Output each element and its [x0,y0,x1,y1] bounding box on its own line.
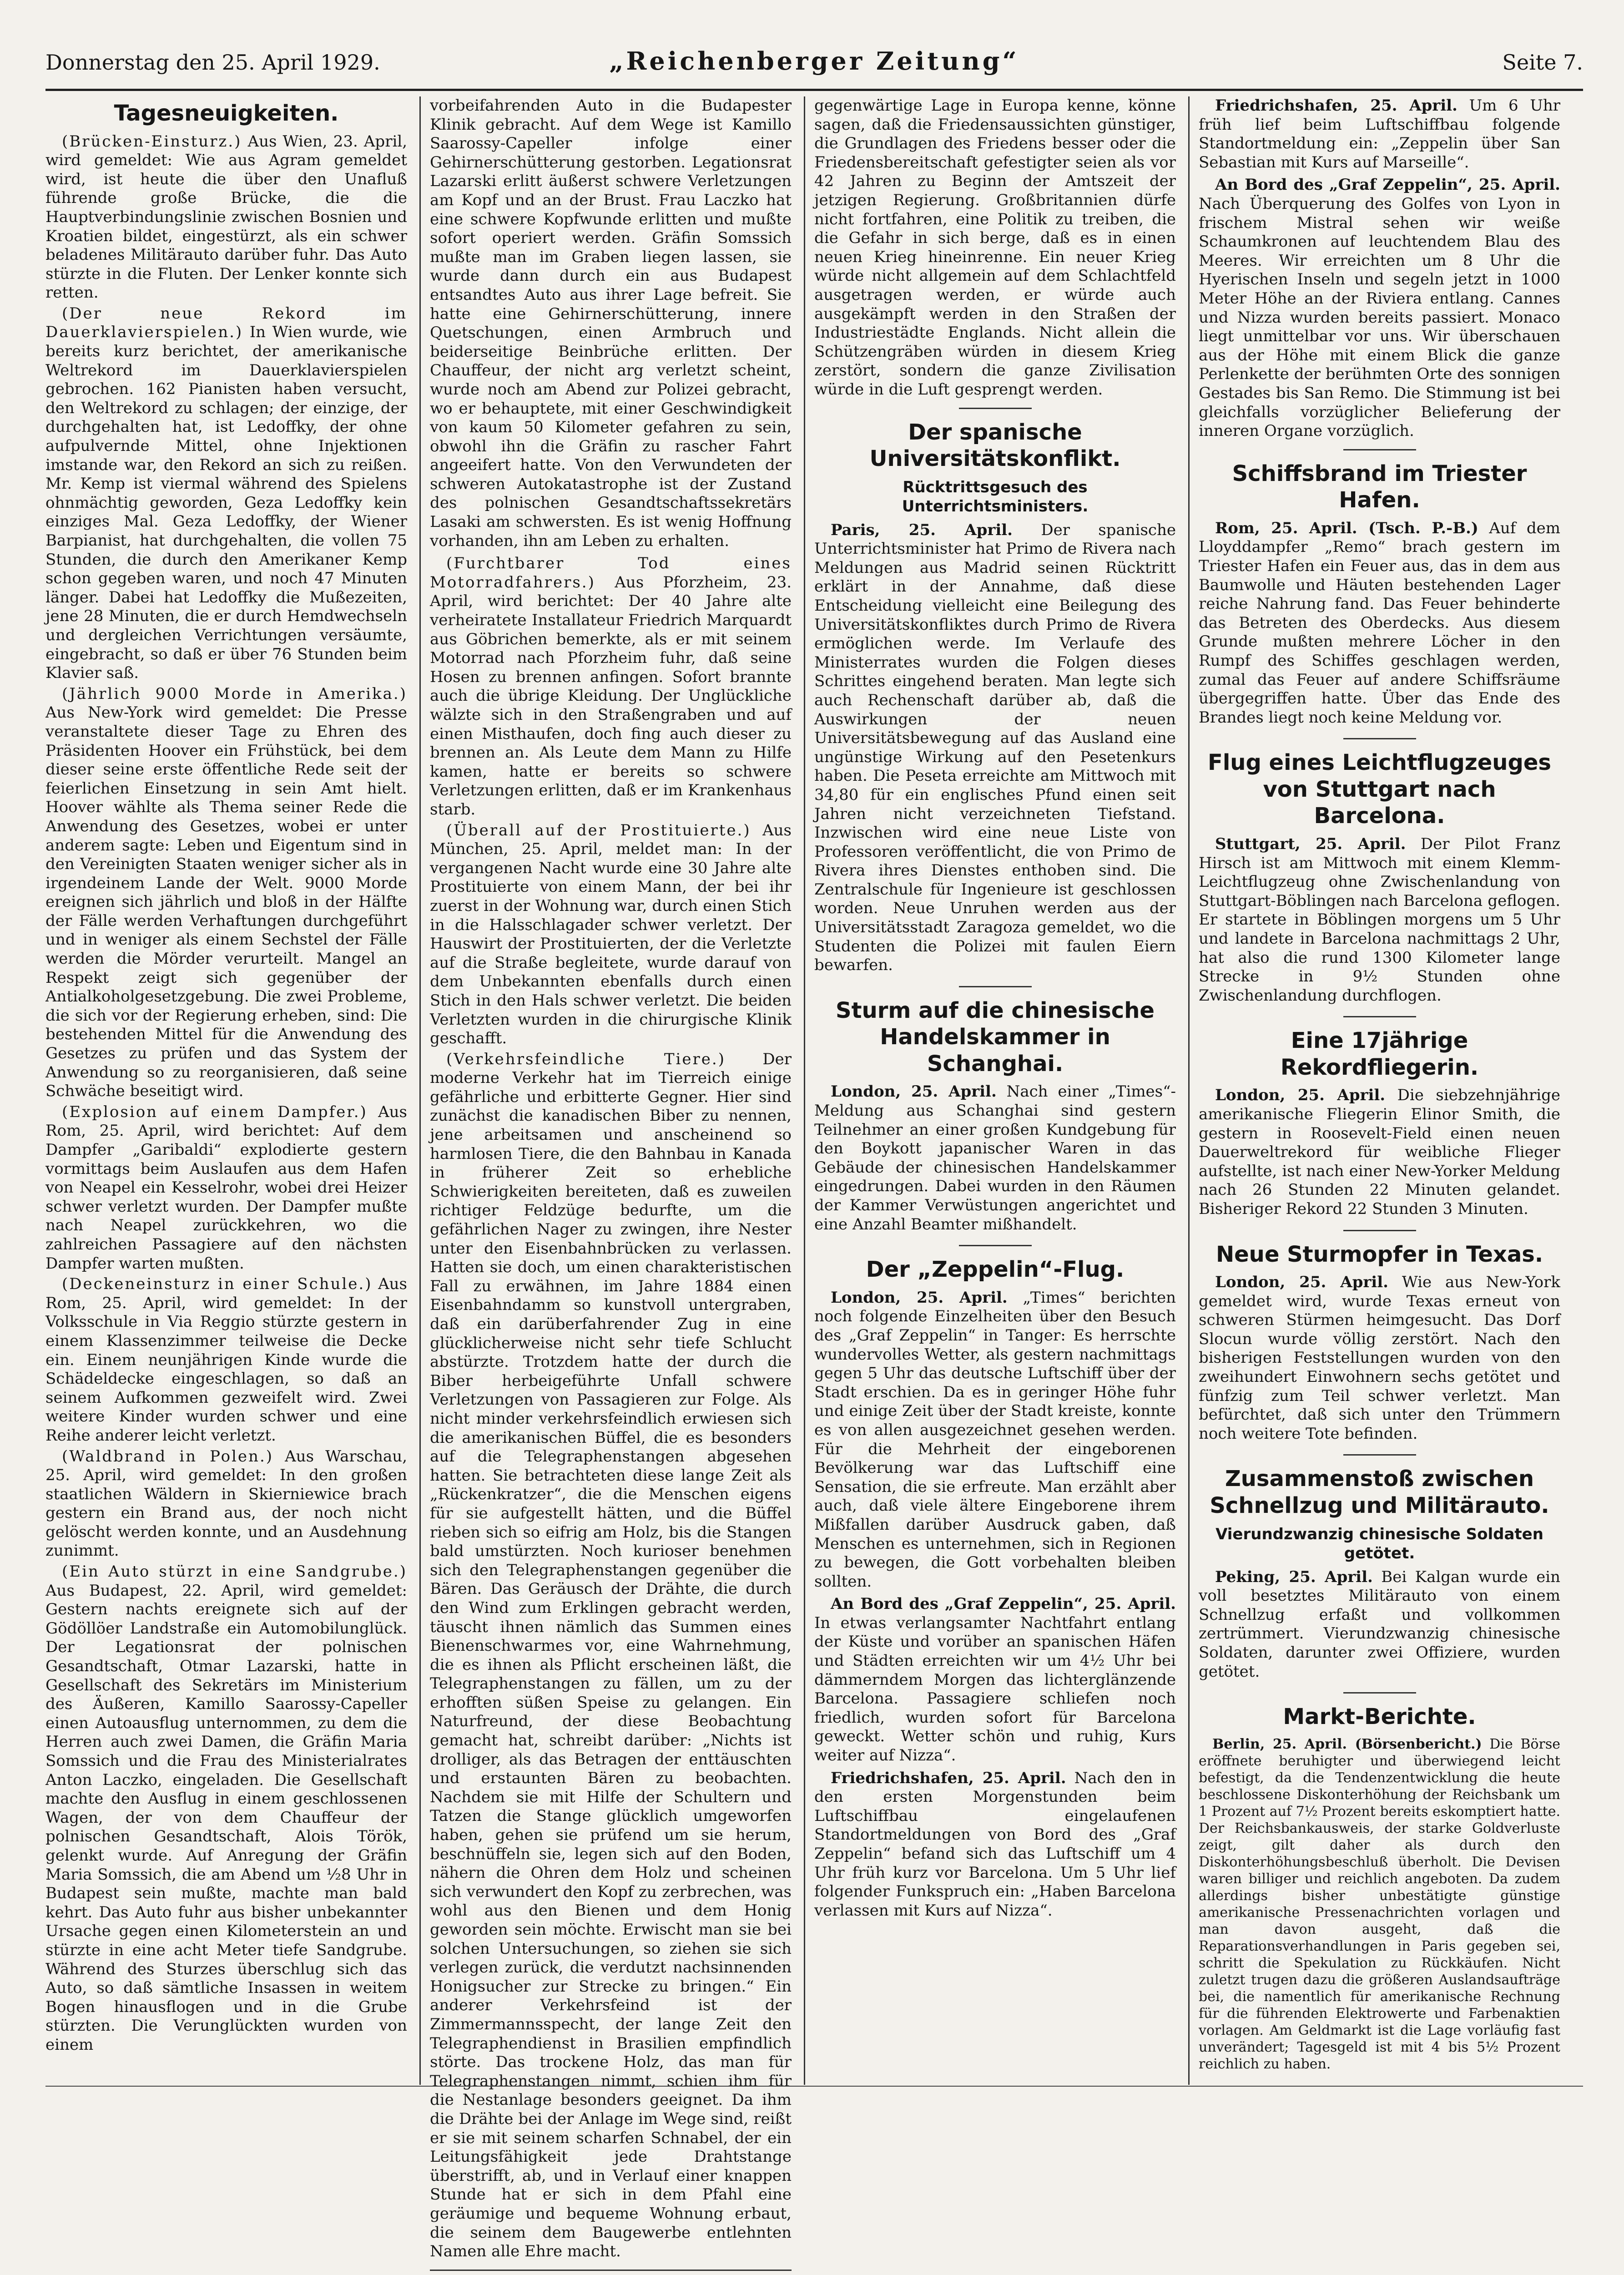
story-divider [959,986,1032,987]
item-text: Aus Budapest, 22. April, wird gemeldet: Gestern nachts ereignete sich auf der Gödöllöer Landstraße ein Automobilunglück. Der Legationsrat der polnischen Gesandtschaft, Otmar Lazarski, hatte in Gesellschaft des Sekretärs im Ministerium des Äußeren, Kamillo Saarossy-Capeller einen Autoausflug unternommen, zu dem die Herren auch zwei Damen, die Gräfin Maria Somssich und die Frau des Ministerialrates Anton Laczko, eingeladen. Die Gesellschaft machte den Ausflug in einem geschlossenen Wagen, der von dem Chauffeur der polnischen Gesandtschaft, Alois Török, gelenkt wurde. Auf Anregung der Gräfin Maria Somssich, die am Abend um ½8 Uhr in Budapest sein mußte, machte man bald kehrt. Das Auto fuhr aus bisher unbekannter Ursache gegen einen Kilometerstein an und stürzte in eine acht Meter tiefe Sandgrube. Während des Sturzes überschlug sich das Auto, so daß sämtliche Insassen in weitem Bogen hinausflogen und in die Grube stürzten. Die Verunglückten wurden von einem [45,1581,407,2054]
dateline: Peking, 25. April. [1215,1567,1373,1586]
page-number: Seite 7. [1502,50,1583,75]
column-2 [430,96,792,2261]
story-body: Bei Kalgan wurde ein voll besetztes Militärauto von einem Schnellzug erfaßt und vollkommen zertrümmert. Vierundzwanzig chinesische Soldaten, darunter zwei Offiziere, wurden getötet. [1199,1567,1560,1681]
item-heading: (Überall auf der Prostituierte.) [446,821,751,839]
story-text [814,1082,1176,1234]
story-text [1199,1273,1560,1443]
story-divider [1343,1016,1416,1017]
column-3 [814,96,1176,2085]
dateline: Paris, 25. April. [831,521,1013,539]
story-shanghai [814,997,1176,1234]
item-heading: (Brücken-Einsturz.) [62,132,242,151]
news-item [45,1103,407,1273]
market-reports [1199,1704,1560,2073]
story-body: Um 6 Uhr früh lief beim Luftschiffbau folgende Standortmeldung ein: „Zeppelin über San Sebastian mit Kurs auf Marseille“. [1199,96,1561,172]
story-title: Eine 17jährige Rekordfliegerin. [1280,1028,1479,1080]
story-ship-fire [1199,460,1560,728]
news-item [45,685,407,1101]
story-zeppelin [814,1256,1176,1920]
story-title: Sturm auf die chinesische Handelskammer in Schanghai. [836,997,1155,1077]
story-body: Auf dem Lloyddampfer „Remo“ brach gestern im Triester Hafen ein Feuer aus, das in dem aus Baumwolle und Häuten bestehenden Lager reiche Nahrung fand. Das Feuer behinderte das Betreten des Oberdecks. Aus diesem Grunde mußten mehrere Löcher in den Rumpf des Schiffes geschlagen werden, zumal das Feuer auf andere Schiffsräume übergegriffen hatte. Über das Ende des Brandes liegt noch keine Meldung vor. [1199,519,1560,727]
news-item [45,304,407,683]
column-divider [1188,96,1190,2085]
item-text: Aus München, 25. April, meldet man: In der vergangenen Nacht wurde eine 30 Jahre alte Prostituierte von einem Mann, der bei ihr zuerst in der Wohnung war, durch einen Stich in die Halsschlagader schwer verletzt. Der Hauswirt der Prostituierten, der die Verletzte auf die Straße begleitete, wurde darauf von dem Unbekannten ebenfalls durch einen Stich in den Hals schwer verletzt. Die beiden Verletzten wurden in die chirurgische Klinik geschafft. [430,821,792,1048]
item-heading: (Deckeneinsturz in einer Schule.) [62,1275,373,1294]
issue-date: Donnerstag den 25. April 1929. [45,50,380,75]
story-body: Nach einer „Times“-Meldung aus Schanghai sind gestern Teilnehmer an einer großen Kundgebung für den Boykott japanischer Waren in das Gebäude der chinesischen Handelskammer eingedrungen. Dabei wurden in den Räumen der Kammer Verwüstungen angerichtet und eine Anzahl Beamter mißhandelt. [814,1082,1176,1234]
story-body: Nach den in den ersten Morgenstunden beim Luftschiffbau eingelaufenen Standortmeldungen von Bord des „Graf Zeppelin“ befand sich das Luftschiff um 4 Uhr früh kurz vor Barcelona. Um 5 Uhr lief folgender Funkspruch ein: „Haben Barcelona verlassen mit Kurs auf Nizza“. [814,1769,1176,1920]
item-heading: (Explosion auf einem Dampfer.) [62,1102,368,1121]
column-1 [45,96,407,2085]
news-item [45,1447,407,1561]
item-text: Aus Pforzheim, 23. April, wird berichtet: Der 40 Jahre alte verheiratete Installateur Friedrich Marquardt aus Göbrichen bemerkte, als er mit seinem Motorrad nach Pforzheim fuhr, daß seine Hosen zu brennen anfingen. Sofort brannte auch die übrige Kleidung. Der Unglückliche wälzte sich in den Straßengraben und auf einen Misthaufen, doch fing auch dieser zu brennen an. Als Leute dem Mann zu Hilfe kamen, hatte er bereits so schwere Verletzungen erlitten, daß er im Krankenhaus starb. [430,573,792,819]
story-title: Flug eines Leichtflugzeuges von Stuttgart nach Barcelona. [1208,750,1551,829]
story-text [1199,1736,1560,2073]
item-heading: (Furchtbarer Tod eines Motorradfahrers.) [430,554,792,592]
story-text [1199,1086,1560,1218]
news-item [430,554,792,819]
news-item [45,1275,407,1445]
news-item [45,132,407,303]
story-body: Wie aus New-York gemeldet wird, wurde Texas erneut von schweren Stürmen heimgesucht. Das Dorf Slocun wurde völlig zerstört. Nach den bisherigen Feststellungen wurden von den zweihundert Einwohnern sechs getötet und fünfzig zum Teil schwer verletzt. Man befürchtet, daß sich unter den Trümmern noch weitere Tote befinden. [1199,1273,1561,1443]
column-4 [1199,96,1560,2085]
item-text: Aus Rom, 25. April, wird berichtet: Auf dem Dampfer „Garibaldi“ explodierte gestern vormittags beim Auslaufen aus dem Hafen von Neapel ein Kesselrohr, wobei drei Heizer schwer verletzt wurden. Der Dampfer mußte nach Neapel zurückkehren, wo die zahlreichen Passagiere auf den nächsten Dampfer warten mußten. [45,1102,407,1273]
story-title: Der spanische Universitätskonflikt. [869,419,1121,472]
section-title: Tagesneuigkeiten. [114,101,339,126]
item-text: Aus New-York wird gemeldet: Die Presse veranstaltete dieser Tage zu Ehren des Präsidenten Hoover ein Frühstück, bei dem dieser seine erste öffentliche Rede seit der feierlichen Einsetzung in sein Amt hielt. Hoover wählte als Thema seiner Rede die Anwendung des Gesetzes, wobei er unter anderem sagte: Leben und Eigentum sind in den Vereinigten Staaten weniger sicher als in irgendeinem Lande der Welt. 9000 Morde ereignen sich jährlich und bloß in der Hälfte der Fälle werden Verhaftungen durchgeführt und in weniger als einem Sechstel der Fälle werden die Mörder verurteilt. Mangel an Respekt zeigt sich gegenüber der Antialkoholgesetzgebung. Die zwei Probleme, die sich vor der Regierung erheben, sind: Die bestehenden Mittel für die Anwendung des Gesetzes zu prüfen und das System der Anwendung so zu reorganisieren, daß seine Schwäche beseitigt wird. [45,703,407,1101]
news-item [430,821,792,1048]
story-texas-storm [1199,1241,1560,1444]
continued-text: gegenwärtige Lage in Europa kenne, könne sagen, daß die Friedensaussichten günstiger, die Grundlagen des Friedens besser oder die Friedensbereitschaft gefestigter seien als vor 42 Jahren zu Beginn der Amtszeit der jetzigen Regierung. Großbritannien dürfe nicht fortfahren, eine Politik zu treiben, die die Gefahr in sich berge, daß es in einen neuen Krieg hineinrenne. Ein neuer Krieg würde nicht allgemein auf dem Schlachtfeld ausgetragen werden, er würde auch ausgekämpft werden in den Straßen der Industriestädte Englands. Nicht allein die Schützengräben würden in diesem Krieg zerstört, sondern die ganze Zivilisation würde in die Luft gesprengt werden. [814,96,1176,399]
story-text [1199,519,1560,728]
story-text [1199,835,1560,1005]
item-text: In Wien wurde, wie bereits kurz berichtet, der amerikanische Weltrekord im Dauerklavierspielen gebrochen. 162 Pianisten haben versucht, den Weltrekord zu schlagen; der einzige, der durchgehalten hat, ist Ledoffky, der ohne aufpulvernde Mittel, ohne Injektionen imstande war, den Rekord an sich zu reißen. Mr. Kemp ist viermal während des Spielens ohnmächtig geworden, Geza Ledoffky kein einziges Mal. Geza Ledoffky, der Wiener Barpianist, hat durchgehalten, die vollen 75 Stunden, die durch den Amerikaner Kemp schon gegeben waren, und noch 47 Minuten länger. Dabei hat Ledoffky die Mußezeiten, jene 28 Minuten, die er durch Hemdwechseln und dergleichen Verrichtungen versäumte, eingebracht, so daß er über 76 Stunden beim Klavier saß. [45,323,407,682]
item-text: Aus Rom, 25. April, wird gemeldet: In der Volksschule in Via Reggio stürzte gestern in einem Klassenzimmer teilweise die Decke ein. Einem neunjährigen Kinde wurde die Schädeldecke eingeschlagen, so daß an seinem Aufkommen gezweifelt wird. Zwei weitere Kinder wurden schwer und eine Reihe anderer leicht verletzt. [45,1275,407,1445]
story-divider [959,408,1032,409]
column-divider [804,96,805,2085]
story-light-aircraft [1199,749,1560,1005]
dateline: An Bord des „Graf Zeppelin“, 25. April. [831,1595,1176,1613]
story-text [1199,176,1560,440]
dateline: London, 25. April. [1215,1273,1388,1292]
story-divider [1343,449,1416,450]
header-rule [45,89,1583,91]
story-body: In etwas verlangsamter Nachtfahrt entlang der Küste und vorüber an spanischen Häfen und Städten erreichten wir um 4½ Uhr bei dämmerndem Morgen das lichterglänzende Barcelona. Passagiere schliefen noch friedlich, wurden sofort für Barcelona geweckt. Wetter schön und ruhig, Kurs weiter auf Nizza“. [814,1613,1176,1765]
item-text: Aus Warschau, 25. April, wird gemeldet: In den großen staatlichen Wäldern in Skierniewice brach gestern ein Brand aus, der noch nicht gelöscht werden konnte, und an Ausdehnung zunimmt. [45,1447,407,1560]
story-body: Nach Überquerung des Golfes von Lyon in frischem Mistral sehen wir weiße Schaumkronen auf leuchtendem Blau des Meeres. Wir erreichten um 8 Uhr die Hyerischen Inseln und segeln jetzt in 1000 Meter Höhe an der Riviera entlang. Cannes und Nizza wurden bereits passiert. Monaco liegt unmittelbar vor uns. Wir überschauen aus der Höhe mit einem Blick die ganze Perlenkette der berühmten Orte des sonnigen Gestades bis San Remo. Die Stimmung ist bei gleichfalls vorzüglicher Belieferung der inneren Organe vorzüglich. [1199,194,1560,440]
dateline: Rom, 25. April. (Tsch. P.-B.) [1215,519,1478,537]
item-heading: (Waldbrand in Polen.) [62,1447,274,1466]
story-text [1199,96,1560,172]
page-bottom-rule [45,2086,1583,2087]
item-text: Der moderne Verkehr hat im Tierreich einige gefährliche und erbitterte Gegner. Hier sind zunächst die kanadischen Biber zu nennen, jene arbeitsamen und anscheinend so harmlosen Tiere, die den Bahnbau in Kanada in früherer Zeit so erhebliche Schwierigkeiten bereiteten, daß es zuweilen richtiger Feldzüge bedurfte, um die gefährlichen Nager zu zwingen, ihre Nester unter den Eisenbahnbrücken zu verlassen. Hatten sie doch, um einen charakteristischen Fall zu erwähnen, im Jahre 1884 einen Eisenbahndamm so kunstvoll untergraben, daß ein darüberfahrender Zug in eine glücklicherweise nicht sehr tiefe Schlucht abstürzte. Trotzdem hatte der durch die Biber herbeigeführte Unfall schwere Verletzungen von Passagieren zur Folge. Als nicht minder verkehrsfeindlich erwiesen sich die amerikanischen Büffel, die es besonders auf die Telegraphenstangen abgesehen hatten. Sie betrachteten diese lange Zeit als „Rückenkratzer“, die die Menschen eigens für sie aufgestellt hätten, und die Büffel rieben sich so eifrig am Holz, bis die Stangen bald umstürzten. Noch kurioser benehmen sich den Telegraphenstangen gegenüber die Bären. Das Geräusch der Drähte, die durch den Wind zum Erklingen gebracht werden, täuscht ihnen nämlich das Summen eines Bienenschwarmes vor, eine Wahrnehmung, die es ihnen als Pflicht erscheinen läßt, die Telegraphenstangen zu fällen, um zu der erhofften süßen Speise zu gelangen. Ein Naturfreund, der diese Beobachtung gemacht hat, schreibt darüber: „Nichts ist drolliger, als das Betragen der enttäuschten und erstaunten Bären zu beobachten. Nachdem sie mit Hilfe der Schultern und Tatzen die Stange glücklich umgeworfen haben, gehen sie prüfend um sie herum, beschnüffeln sie, legen sich auf den Boden, nähern die Ohren dem Holz und scheinen sich verwundert den Kopf zu zerbrechen, was wohl aus den Bienen und dem Honig geworden sein möchte. Erwischt man sie bei solchen Untersuchungen, so ziehen sie sich verlegen zurück, die verdutzt nachsinnenden Honigsucher zur Strecke zu bringen.“ Ein anderer Verkehrsfeind ist der Zimmermannsspecht, der lange Zeit den Telegraphendienst in Brasilien empfindlich störte. Das trockene Holz, das man für Telegraphenstangen nimmt, schien ihm für die Nestanlage besonders geeignet. Da ihm die Drähte bei der Anlage im Wege sind, reißt er sie mit seinem scharfen Schnabel, der ein Leitungsfähigkeit jede Drahtstange überstrifft, ab, und in Verlauf einer knappen Stunde hat er sich in dem Pfahl eine geräumige und bequeme Wohnung erbaut, die seinem dem Baugewerbe entlehnten Namen alle Ehre macht. [430,1050,792,2261]
story-subtitle: Vierundzwanzig chinesische Soldaten getötet. [1215,1525,1543,1563]
dateline: An Bord des „Graf Zeppelin“, 25. April. [1215,176,1560,194]
story-text [814,521,1176,975]
column-divider [419,96,421,2085]
dateline: London, 25. April. [1215,1086,1386,1105]
story-text [1199,1568,1560,1682]
masthead-name: „Reichenberger Zeitung“ [609,46,1019,76]
story-title: Neue Sturmopfer in Texas. [1215,1241,1543,1267]
dateline: Friedrichshafen, 25. April. [1215,96,1458,115]
item-heading: (Jährlich 9000 Morde in Amerika.) [62,684,407,703]
story-divider [1343,738,1416,739]
dateline: Berlin, 25. April. (Börsenbericht.) [1212,1736,1482,1752]
story-record-flyer [1199,1027,1560,1218]
story-subtitle: Rücktrittsgesuch des Unterrichtsministers. [902,478,1089,516]
dateline: Friedrichshafen, 25. April. [831,1769,1066,1787]
story-body: Der spanische Unterrichtsminister hat Primo de Rivera nach Meldungen aus Madrid seinen Rücktritt erklärt in der Annahme, daß diese Entscheidung vielleicht eine Beilegung des Universitätskonfliktes durch Primo de Rivera ermöglichen werde. Im Verlaufe des Ministerrates wurden die Folgen dieses Schrittes eingehend beraten. Man legte sich auch Rechenschaft darüber ab, daß die Auswirkungen der neuen Universitätsbewegung auf das Ausland eine ungünstige Wirkung auf den Pesetenkurs haben. Die Peseta erreichte am Mittwoch mit 34,80 für ein englisches Pfund einen seit Jahren nicht verzeichneten Tiefstand. Inzwischen wird eine neue Liste von Professoren veröffentlicht, die von Primo de Rivera ihres Dienstes enthoben sind. Die Zentralschule für Ingenieure ist geschlossen worden. Neue Unruhen werden aus der Universitätsstadt Zaragoza gemeldet, wo die Studenten die Polizei mit faulen Eiern bewarfen. [814,521,1176,975]
story-divider [1343,1692,1416,1694]
section-rule [430,2270,792,2271]
news-item [45,1562,407,2054]
news-item [430,1050,792,2261]
story-title: Der „Zeppelin“-Flug. [866,1257,1125,1283]
dateline: London, 25. April. [831,1288,1008,1307]
story-body: „Times“ berichten noch folgende Einzelheiten über den Besuch des „Graf Zeppelin“ in Tanger: Es herrschte wundervolles Wetter, als gestern nachmittags gegen 5 Uhr das deutsche Luftschiff über der Stadt erschien. Da es in geringer Höhe fuhr und einige Zeit über der Stadt kreiste, konnte es von allen ausgezeichnet gesehen werden. Für die Mehrheit der eingeborenen Bevölkerung war das Luftschiff eine Sensation, die sie erfreute. Man erzählt aber auch, daß viele ältere Eingeborene ihrem Mißfallen darüber Ausdruck gaben, daß Menschen es unternehmen, sich in Regionen zu bewegen, die Gott vorbehalten bleiben sollten. [814,1288,1176,1591]
item-heading: (Ein Auto stürzt in eine Sandgrube.) [62,1562,407,1581]
story-body: Die siebzehnjährige amerikanische Fliegerin Elinor Smith, die gestern in Roosevelt-Field einen neuen Dauerweltrekord für weibliche Flieger aufstellte, ist nach einer New-Yorker Meldung nach 26 Stunden 22 Minuten gelandet. Bisheriger Rekord 22 Stunden 3 Minuten. [1199,1086,1561,1218]
dateline: London, 25. April. [831,1082,997,1101]
story-train-collision [1199,1466,1560,1681]
story-spain [814,419,1176,975]
page-header [45,36,1583,91]
story-text [814,1289,1176,1592]
item-heading: (Verkehrsfeindliche Tiere.) [446,1050,726,1068]
story-text [814,1595,1176,1765]
story-title: Zusammenstoß zwischen Schnellzug und Militärauto. [1210,1466,1549,1518]
story-divider [959,1245,1032,1246]
story-text [814,1769,1176,1921]
item-heading: (Der neue Rekord im Dauerklavierspielen.) [45,304,407,342]
item-text: Aus Wien, 23. April, wird gemeldet: Wie aus Agram gemeldet wird, ist heute die über den Unafluß führende große Brücke, die die Hauptverbindungslinie zwischen Bosnien und Kroatien bildet, eingestürzt, als ein schwer beladenes Militärauto darüber fuhr. Das Auto stürzte in die Fluten. Der Lenker konnte sich retten. [45,132,407,302]
continued-text: vorbeifahrenden Auto in die Budapester Klinik gebracht. Auf dem Wege ist Kamillo Saarossy-Capeller infolge einer Gehirnerschütterung gestorben. Legationsrat Lazarski erlitt äußerst schwere Verletzungen am Kopf und an der Brust. Frau Laczko hat eine schwere Kopfwunde erlitten und mußte sofort operiert werden. Gräfin Somssich mußte man im Graben liegen lassen, sie wurde dann durch ein aus Budapest entsandtes Auto aus ihrer Lage befreit. Sie hatte eine Gehirnerschütterung, innere Quetschungen, einen Armbruch und beiderseitige Beinbrüche erlitten. Der Chauffeur, der nicht arg verletzt scheint, wurde noch am Abend zur Polizei gebracht, wo er behauptete, mit einer Geschwindigkeit von kaum 50 Kilometer gefahren zu sein, obwohl ihn die Gräfin zu rascher Fahrt angeeifert hatte. Von den Verwundeten der schweren Autokatastrophe ist der Zustand des polnischen Gesandtschaftssekretärs Lasaki am schwersten. Es ist wenig Hoffnung vorhanden, ihn am Leben zu erhalten. [430,96,792,550]
dateline: Stuttgart, 25. April. [1215,834,1406,853]
story-divider [1343,1230,1416,1231]
story-title: Schiffsbrand im Triester Hafen. [1232,460,1527,513]
story-divider [1343,1454,1416,1456]
story-body: Die Börse eröffnete beruhigter und überwiegend leicht befestigt, da die Tendenzentwicklung die heute beschlossene Diskonterhöhung der Reichsbank um 1 Prozent auf 7½ Prozent bereits eskomptiert hatte. Der Reichsbankausweis, der starke Goldverluste zeigt, gilt daher als durch den Diskonterhöhungsbeschluß überholt. Die Devisen waren billiger und reichlich angeboten. Da zudem allerdings bisher unbestätigte günstige amerikanische Pressenachrichten vorlagen und man davon ausgeht, daß die Reparationsverhandlungen in Paris gegeben sei, schritt die Spekulation zu Rückkäufen. Nicht zuletzt trugen dazu die größeren Auslandsaufträge bei, die namentlich für amerikanische Rechnung für die führenden Elektrowerte und Farbenaktien vorlagen. Am Geldmarkt ist die Lage vorläufig fast unverändert; Tagesgeld ist mit 4 bis 5½ Prozent reichlich zu haben. [1199,1736,1560,2072]
story-body: Der Pilot Franz Hirsch ist am Mittwoch mit einem Klemm-Leichtflugzeug ohne Zwischenlandung von Stuttgart-Böblingen nach Barcelona geflogen. Er startete in Böblingen morgens um 5 Uhr und landete in Barcelona nachmittags 2 Uhr, hat also die rund 1300 Kilometer lange Strecke in 9½ Stunden ohne Zwischenlandung durchflogen. [1199,834,1560,1005]
story-title: Markt-Berichte. [1283,1704,1476,1730]
